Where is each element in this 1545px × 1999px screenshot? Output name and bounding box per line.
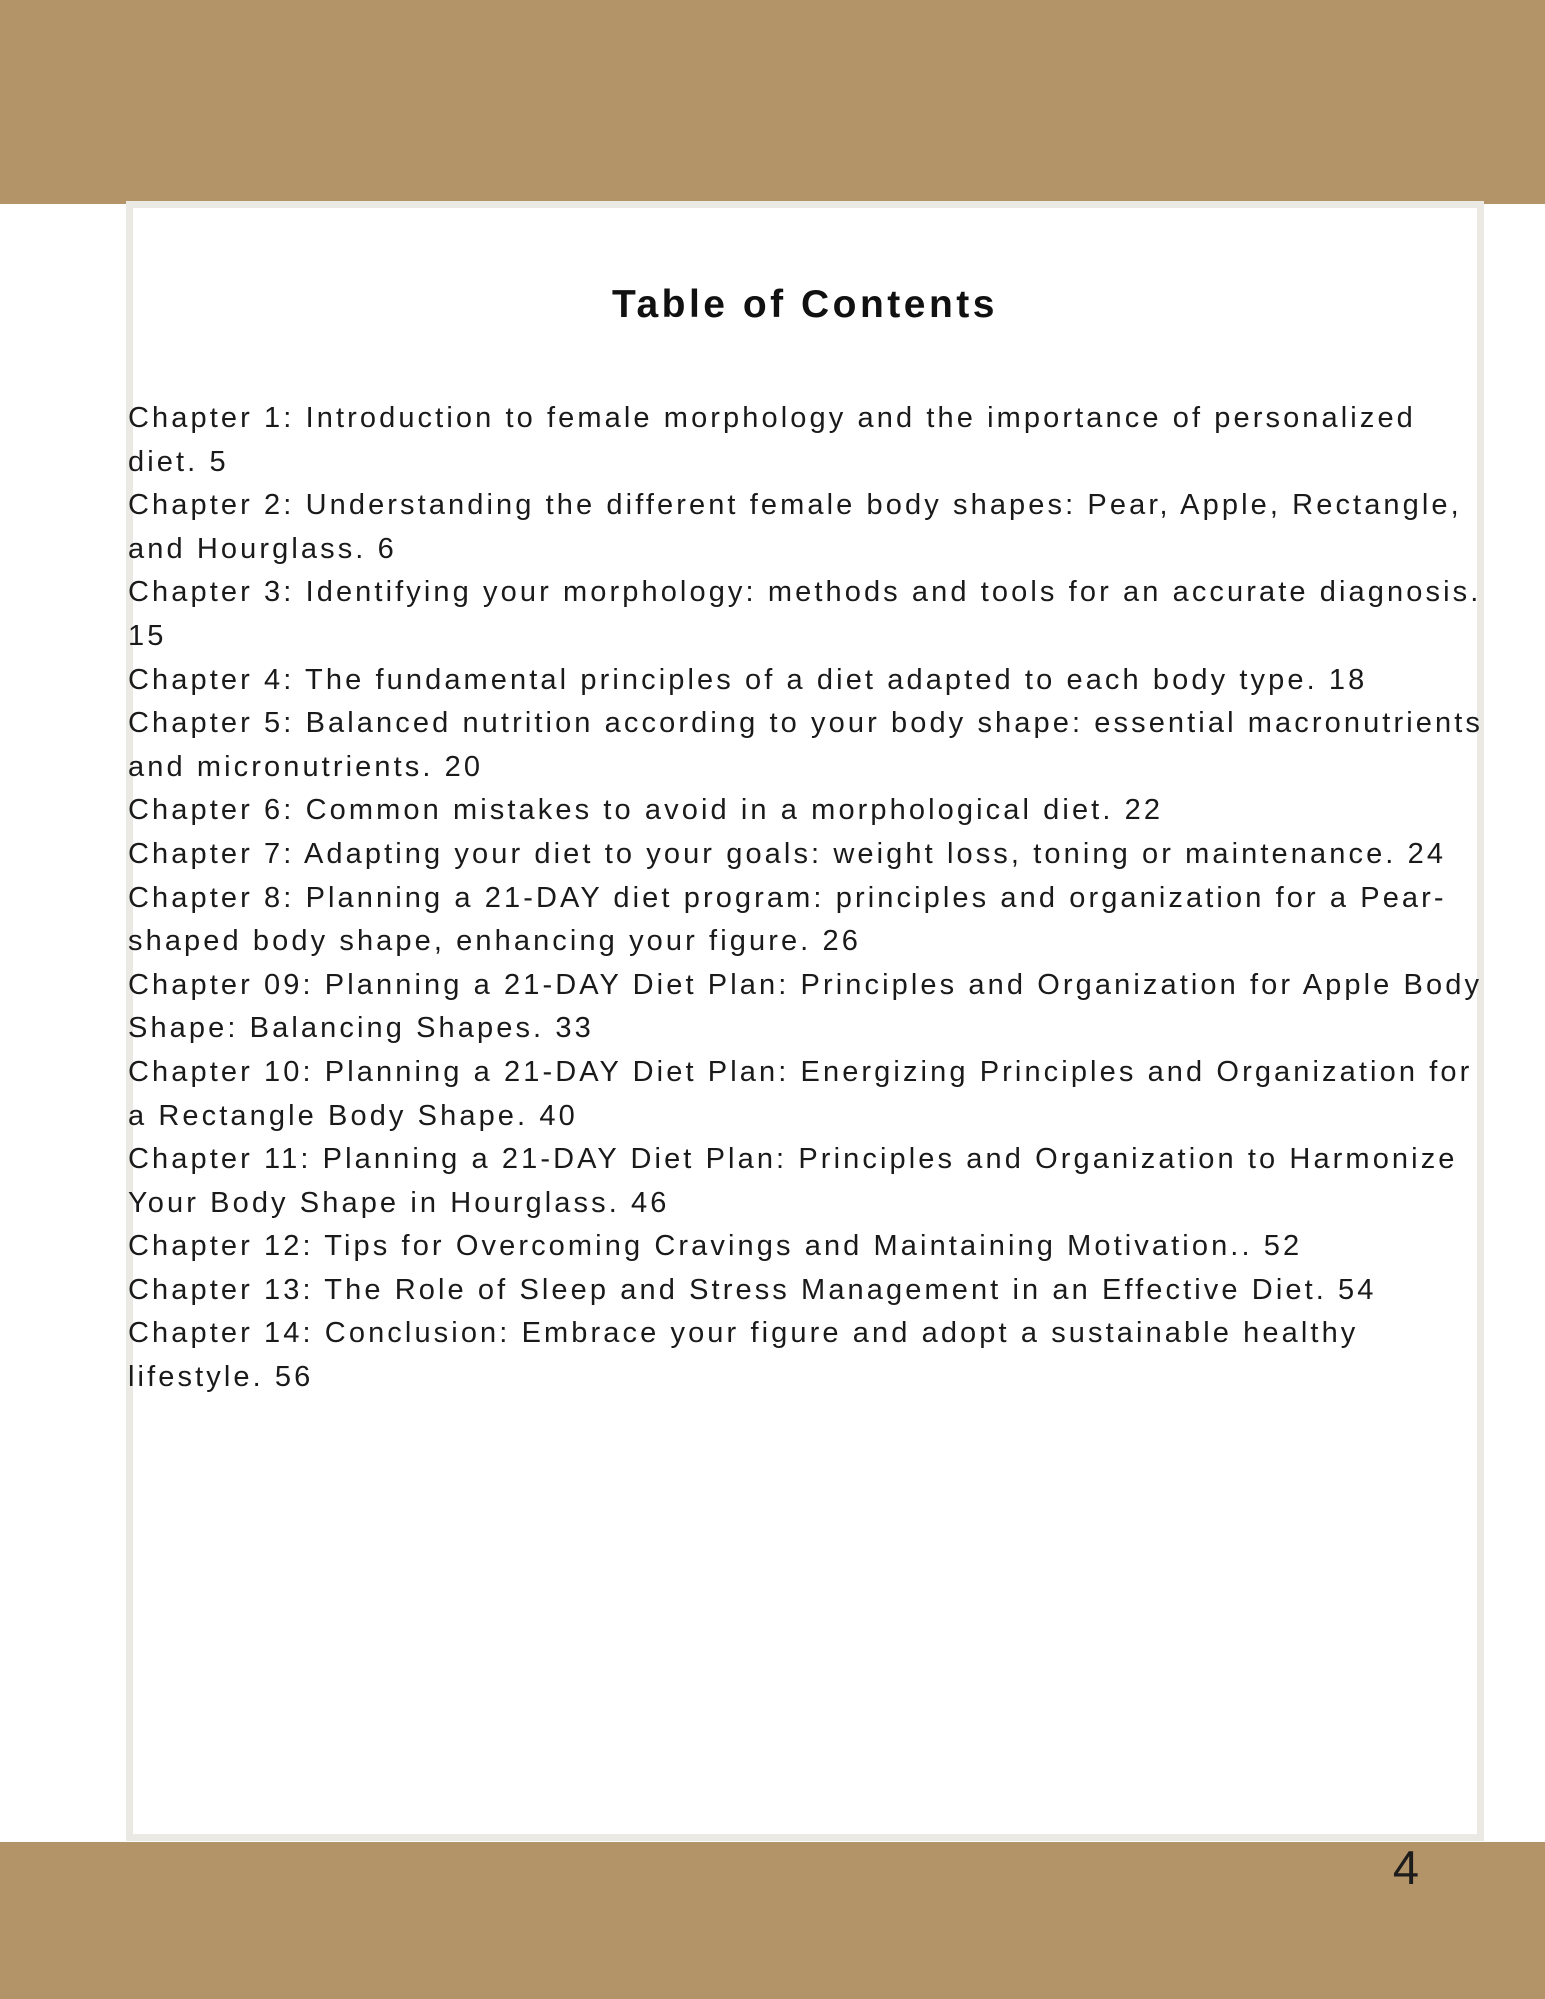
footer-band bbox=[0, 1842, 1545, 1999]
page-number: 4 bbox=[1392, 1841, 1419, 1894]
toc-entry-chapter-3[interactable]: Chapter 3: Identifying your morphology: methods and tools for an accurate diagnosis. 15 bbox=[128, 576, 1482, 652]
toc-entry-chapter-11[interactable]: Chapter 11: Planning a 21-DAY Diet Plan: Principles and Organization to Harmonize Your Body Shape in Hourglass. 46 bbox=[128, 1143, 1458, 1219]
header-band bbox=[0, 0, 1545, 204]
toc-entry-chapter-13[interactable]: Chapter 13: The Role of Sleep and Stress Management in an Effective Diet. 54 bbox=[128, 1273, 1377, 1306]
toc-title: Table of Contents bbox=[612, 283, 998, 326]
toc-entry-chapter-2[interactable]: Chapter 2: Understanding the different female body shapes: Pear, Apple, Rectangle, and Hourglass. 6 bbox=[128, 489, 1462, 565]
toc-entry-chapter-12[interactable]: Chapter 12: Tips for Overcoming Cravings and Maintaining Motivation.. 52 bbox=[128, 1230, 1303, 1263]
toc-entry-chapter-14[interactable]: Chapter 14: Conclusion: Embrace your figure and adopt a sustainable healthy lifestyle. 56 bbox=[128, 1317, 1359, 1394]
toc-entry-chapter-9[interactable]: Chapter 09: Planning a 21-DAY Diet Plan: Principles and Organization for Apple Body Shape: Balancing Shapes. 33 bbox=[128, 968, 1483, 1045]
toc-entry-chapter-6[interactable]: Chapter 6: Common mistakes to avoid in a morphological diet. 22 bbox=[128, 794, 1164, 827]
toc-list bbox=[128, 397, 1483, 1400]
toc-entry-chapter-7[interactable]: Chapter 7: Adapting your diet to your goals: weight loss, toning or maintenance. 24 bbox=[128, 837, 1447, 870]
toc-entry-chapter-4[interactable]: Chapter 4: The fundamental principles of a diet adapted to each body type. 18 bbox=[128, 663, 1368, 696]
toc-entry-chapter-8[interactable]: Chapter 8: Planning a 21-DAY diet program: principles and organization for a Pear-shaped body shape, enhancing your figure. 26 bbox=[128, 881, 1447, 958]
toc-entry-chapter-10[interactable]: Chapter 10: Planning a 21-DAY Diet Plan: Energizing Principles and Organization for a Rectangle Body Shape. 40 bbox=[128, 1055, 1473, 1132]
toc-entry-chapter-5[interactable]: Chapter 5: Balanced nutrition according to your body shape: essential macronutrients and micronutrients. 20 bbox=[128, 707, 1483, 783]
toc-entry-chapter-1[interactable]: Chapter 1: Introduction to female morphology and the importance of personalized diet. 5 bbox=[128, 402, 1416, 478]
